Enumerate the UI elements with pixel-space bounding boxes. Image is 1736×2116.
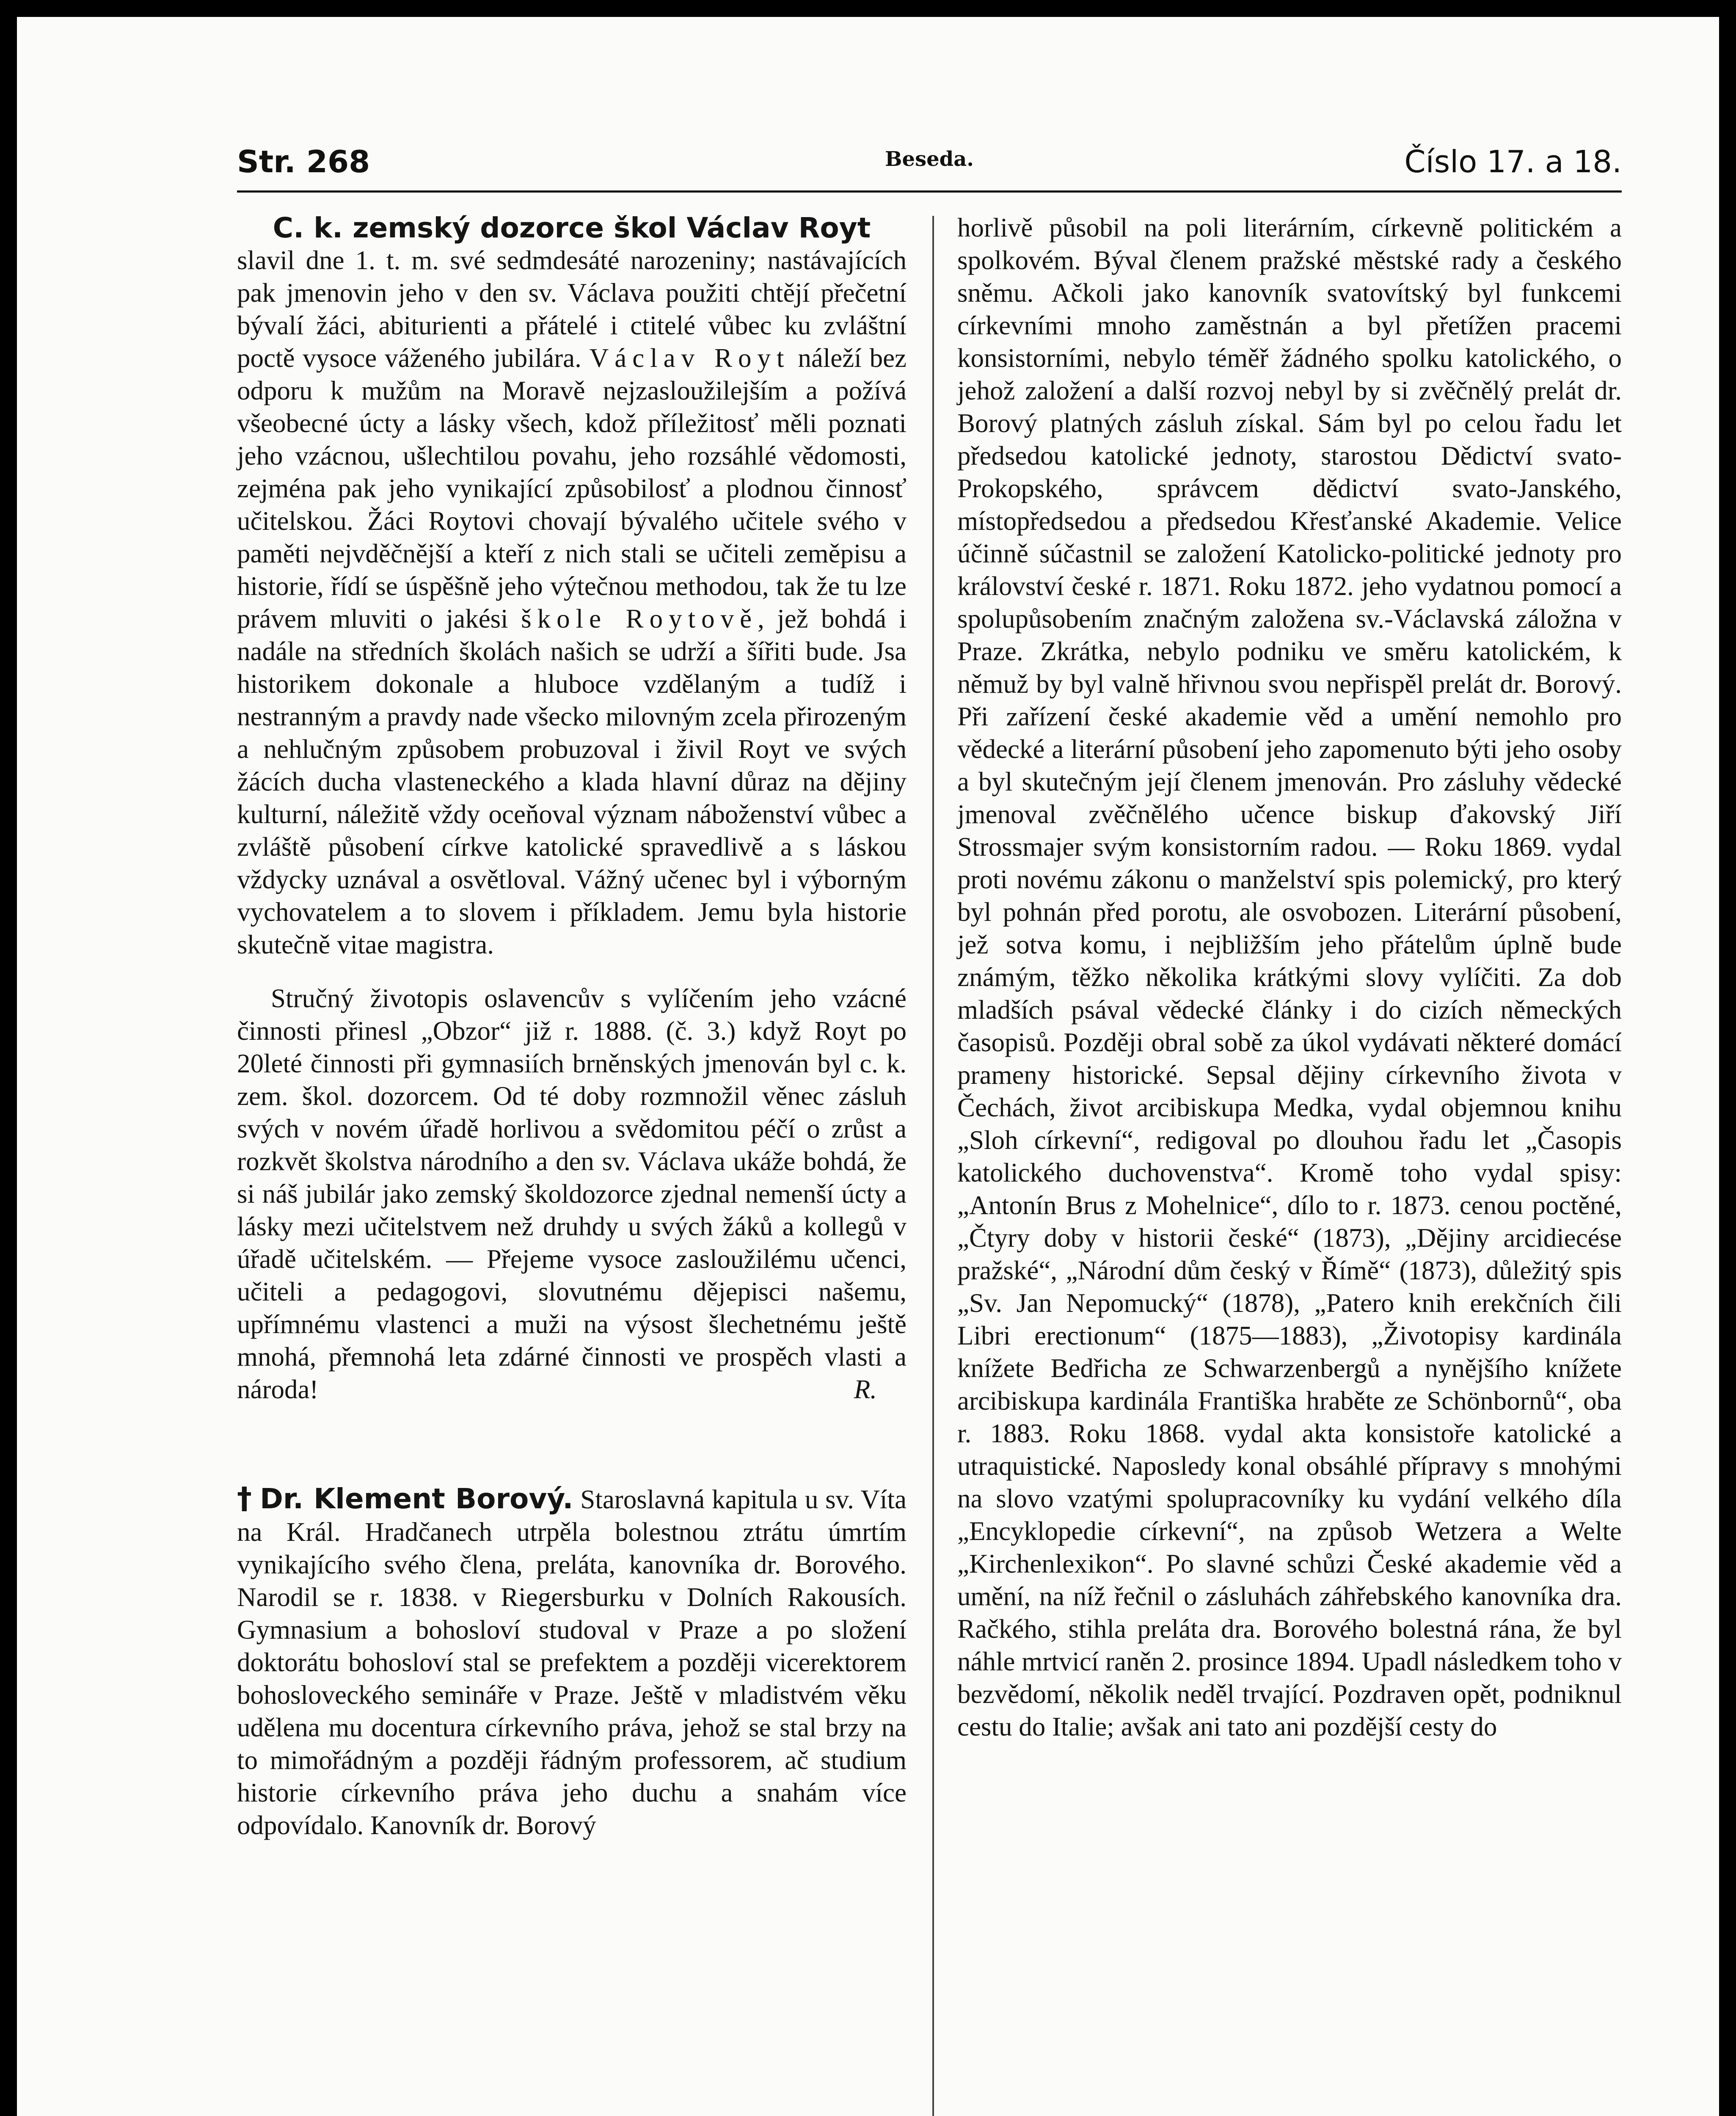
page-header xyxy=(237,140,1622,190)
article-royt-paragraph-2 xyxy=(237,982,907,1406)
article-royt-text-a: slavil dne 1. t. m. své sedmdesáté narozeniny; nastávajících pak jmenovin jeho v den sv. Václava použiti chtějí přečetní bývalí žáci, abiturienti a přátelé i ctitelé vůbec ku zvláštní poctě vysoce váženého jubilára. xyxy=(237,245,907,373)
article-borovy xyxy=(237,1482,907,1842)
signature: R. xyxy=(854,1375,877,1404)
article-royt-text-b: náleží bez odporu k mužům na Moravě nejzasloužilejším a požívá všeobecné úcty a lásky všech, kdož příležitosť měli poznati jeho vzácnou, ušlechtilou povahu, jeho rozsáhlé vědomosti, zejména pak jeho vynikající způsobilosť a plodnou činnosť učitelskou. Žáci Roytovi chovají bývalého učitele svého v paměti nejvděčnější a kteří z nich stali se učiteli zeměpisu a historie, řídí se úspěšně jeho výtečnou methodou, tak že tu lze právem mluviti o jakési xyxy=(237,343,907,634)
article-title-royt: C. k. zemský dozorce škol Václav Royt xyxy=(273,212,871,244)
cross-symbol: † xyxy=(237,1481,253,1515)
article-borovy-continued-text: horlivě působil na poli literárním, církevně politickém a spolkovém. Býval členem pražské městské rady a českého sněmu. Ačkoli jako kanovník svatovítský byl funkcemi církevními mnoho zaměstnán a byl přetížen pracemi konsistorními, nebylo téměř žádného spolku katolického, o jehož založení a další rozvoj nebyl by si zvěčnělý prelát dr. Borový platných zásluh získal. Sám byl po celou řadu let předsedou katolické jednoty, starostou Dědictví svato-Prokopského, správcem dědictví svato-Janského, místopředsedou a předsedou Křesťanské Akademie. Velice účinně súčastnil se založení Katolicko-politické jednoty pro království české r. 1871. Roku 1872. jeho vydatnou pomocí a spolupůsobením značným založena sv.-Václavská záložna v Praze. Zkrátka, nebylo podniku ve směru katolickém, k němuž by byl valně hřivnou svou nepřispěl prelát dr. Borový. Při zařízení české akademie věd a umění nemohlo pro vědecké a literární působení jeho zapomenuto býti jeho osoby a byl skutečným její členem jmenován. Pro zásluhy vědecké jmenoval zvěčnělého učence biskup ďakovský Jiří Strossmajer svým konsistorním radou. — Roku 1869. vydal proti novému zákonu o manželství spis polemický, pro který byl pohnán před porotu, ale osvobozen. Literární působení, jež sotva komu, i nejbližším jeho přátelům úplně bude známým, těžko několika krátkými slovy vylíčiti. Za dob mladších psával vědecké články i do cizích německých časopisů. Později obral sobě za úkol vydávati některé domácí prameny historické. Sepsal dějiny církevního života v Čechách, život arcibiskupa Medka, vydal objemnou knihu „Sloh církevní“, redigoval po dlouhou řadu let „Časopis katolického duchovenstva“. Kromě toho vydal spisy: „Antonín Brus z Mohelnice“, dílo to r. 1873. cenou poctěné, „Čtyry doby v historii české“ (1873), „Dějiny arcidiecése pražské“, „Národní dům český v Římě“ (1873), důležitý spis „Sv. Jan Nepomucký“ (1878), „Patero knih erekčních čili Libri erectionum“ (1875—1883), „Životopisy kardinála knížete Bedřicha ze Schwarzenbergů a nynějšího knížete arcibiskupa kardinála Františka hraběte ze Schönbornů“, oba r. 1883. Roku 1868. vydal akta konsistoře katolické a utraquistické. Naposledy konal obsáhlé přípravy s mnohými na slovo vzatými spolupracovníky ku vydání velkého díla „Encyklopedie církevní“, na způsob Wetzera a Welte „Kirchenlexikon“. Po slavné schůzi České akademie věd a umění, na níž řečnil o zásluhách záhřebského kanovníka dra. Račkého, stihla preláta dra. Borového bolestná rána, že byl náhle mrtvicí raněn 2. prosince 1894. Upadl následkem toho v bezvědomí, několik neděl trvající. Pozdraven opět, podniknul cestu do Italie; avšak ani tato ani pozdější cesty do xyxy=(957,213,1622,1741)
article-borovy-text: Staroslavná kapitula u sv. Víta na Král. Hradčanech utrpěla bolestnou ztrátu úmrtím vynikajícího svého člena, preláta, kanovníka dr. Borového. Narodil se r. 1838. v Riegersburku v Dolních Rakousích. Gymnasium a bohosloví studoval v Praze a po složení doktorátu bohosloví stal se prefektem a později vicerektorem bohosloveckého semináře v Praze. Ještě v mladistvém věku udělena mu docentura církevního práva, jehož se stal brzy na to mimořádným a později řádným professorem, ač studium historie církevního práva jeho duchu a snahám více odpovídalo. Kanovník dr. Borový xyxy=(237,1485,907,1840)
scanned-page-sheet xyxy=(17,17,1719,2116)
article-royt-text-c: , jež bohdá i nadále na středních školách našich se udrží a šířiti bude. Jsa historikem dokonale a hluboce vzdělaným a tudíž i nestranným a pravdy nade všecko milovným zcela přirozeným a nehlučným způsobem probuzoval i živil Royt ve svých žácích ducha vlasteneckého a klada hlavní důraz na dějiny kulturní, náležitě vždy oceňoval význam náboženství vůbec a zvláště působení církve katolické spravedlivě a s láskou vždycky uznával a osvětloval. Vážný učenec byl i výborným vychovatelem a to slovem i příkladem. Jemu byla historie skutečně vitae magistra. xyxy=(237,604,907,959)
header-rule xyxy=(237,190,1622,193)
column-divider xyxy=(932,216,934,2116)
article-borovy-continued xyxy=(957,212,1622,1743)
journal-title: Beseda. xyxy=(885,147,974,171)
left-column xyxy=(237,212,907,1842)
issue-number: Číslo 17. a 18. xyxy=(1404,144,1622,179)
article-royt-school: škole Roytově xyxy=(521,604,758,634)
article-title-borovy: Dr. Klement Borový. xyxy=(260,1482,573,1515)
article-royt-text-2: Stručný životopis oslavencův s vylíčením jeho vzácné činnosti přinesl „Obzor“ již r. 1888. (č. 3.) když Royt po 20leté činnosti při gymnasiích brněnských jmenován byl c. k. zem. škol. dozorcem. Od té doby rozmnožil věnec zásluh svých v novém úřadě horlivou a svědomitou péčí o zrůst a rozkvět školstva národního a den sv. Václava ukáže bohdá, že si náš jubilár jako zemský školdozorce zjednal nemenší úcty a lásky mezi učitelstvem než druhdy u svých žáků a kollegů v úřadě učitelském. — Přejeme vysoce zasloužilému učenci, učiteli a pedagogovi, slovutnému dějepisci našemu, upřímnému vlastenci a muži na výsost šlechetnému ještě mnohá, přemnohá leta zdárné činnosti ve prospěch vlasti a národa! xyxy=(237,984,907,1404)
article-royt xyxy=(237,212,907,961)
article-royt-name: Václav Royt xyxy=(589,343,790,373)
right-column xyxy=(957,212,1622,1743)
page-number: Str. 268 xyxy=(237,144,370,179)
